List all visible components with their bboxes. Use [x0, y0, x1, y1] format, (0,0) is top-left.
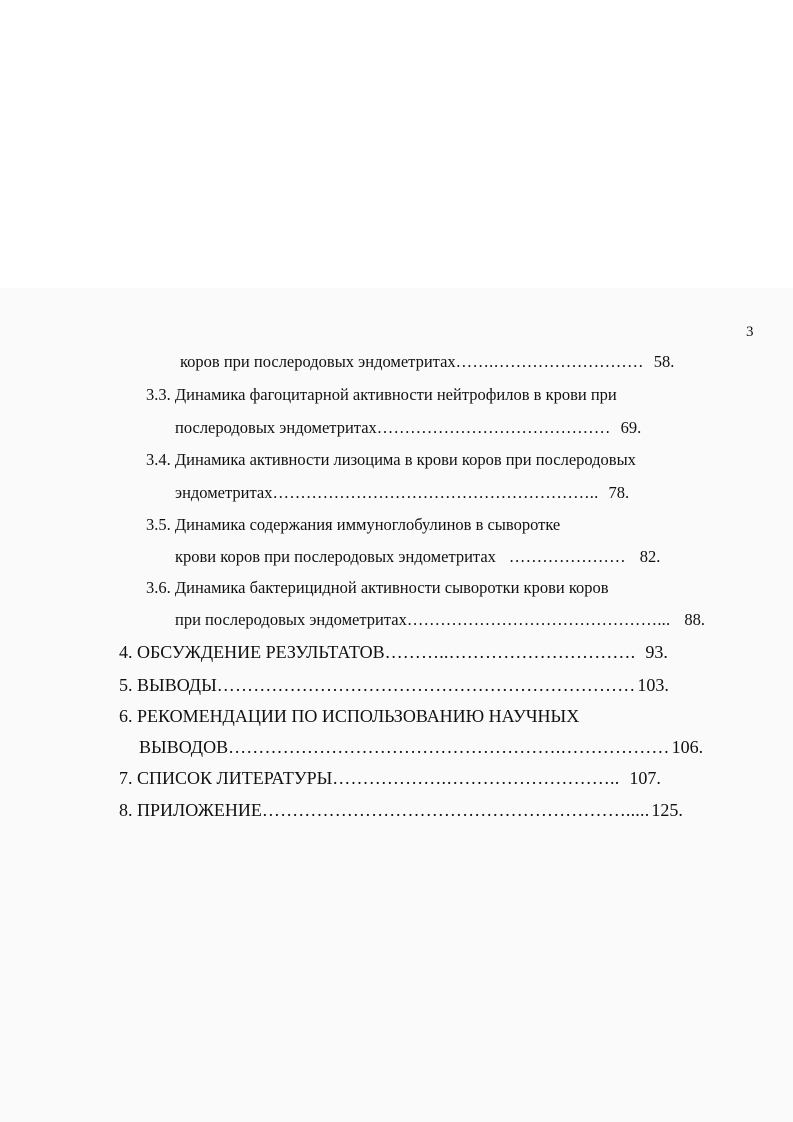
toc-leader-dots: ………………………………………...	[406, 610, 671, 629]
toc-entry-text: 3.5. Динамика содержания иммуноглобулинов в сыворотке	[146, 515, 561, 534]
toc-entry-text: при послеродовых эндометритах	[175, 610, 407, 629]
toc-leader-dots: ……………………………………………….………………	[228, 737, 670, 757]
toc-entry-text: крови коров при послеродовых эндометритах	[175, 547, 496, 566]
toc-page-number: 88.	[684, 610, 705, 629]
toc-page-number: 58.	[653, 352, 675, 371]
toc-entry-text: 8. ПРИЛОЖЕНИЕ	[119, 800, 262, 820]
toc-leader-dots: ……………………………………	[376, 418, 611, 437]
toc-leader-dots: …………………………………………………….....	[261, 800, 650, 820]
toc-entry-text: коров при послеродовых эндометритах	[180, 352, 456, 371]
toc-entry-3-3	[146, 385, 617, 405]
toc-entry-6	[119, 706, 579, 726]
toc-page-number: 107.	[629, 768, 661, 788]
toc-leader-dots: ……………………………………………………………	[216, 675, 636, 695]
toc-entry-6-continued	[139, 737, 703, 757]
toc-entry-text: 6. РЕКОМЕНДАЦИИ ПО ИСПОЛЬЗОВАНИЮ НАУЧНЫХ	[119, 706, 580, 726]
toc-leader-dots: …….………………………	[455, 352, 644, 371]
toc-page-number: 103.	[637, 675, 669, 695]
toc-entry-3-4-continued	[175, 483, 629, 503]
toc-leader-dots: …………………	[495, 547, 626, 566]
toc-entry-text: 5. ВЫВОДЫ	[119, 675, 217, 695]
toc-entry-3-5-continued	[175, 547, 660, 567]
toc-page-number: 106.	[671, 737, 704, 757]
toc-entry-3-3-continued	[175, 418, 641, 438]
toc-entry-text: ВЫВОДОВ	[139, 737, 229, 757]
toc-leader-dots: ……………….………………………..	[332, 768, 620, 788]
toc-entry-3-6	[146, 578, 609, 598]
toc-leader-dots: …………………………………………………..	[272, 483, 599, 502]
toc-entry-text: 3.6. Динамика бактерицидной активности сыворотки крови коров	[146, 578, 609, 597]
toc-entry-3-5	[146, 515, 560, 535]
toc-entry-text: 7. СПИСОК ЛИТЕРАТУРЫ	[119, 768, 333, 788]
toc-page-number: 93.	[645, 642, 668, 662]
toc-entry-3-4	[146, 450, 636, 470]
toc-page-number: 78.	[608, 483, 630, 502]
toc-entry-text: послеродовых эндометритах	[175, 418, 377, 437]
toc-page-number: 69.	[620, 418, 642, 437]
toc-page-number: 125.	[651, 800, 683, 820]
toc-entry-text: 4. ОБСУЖДЕНИЕ РЕЗУЛЬТАТОВ	[119, 642, 385, 662]
toc-entry-text: эндометритах	[175, 483, 273, 502]
toc-page-number: 82.	[639, 547, 661, 566]
toc-entry-3-2-continued	[180, 352, 674, 372]
toc-entry-3-6-continued	[175, 610, 705, 630]
toc-entry-5	[119, 675, 669, 695]
page-number: 3	[746, 324, 754, 340]
toc-entry-text: 3.4. Динамика активности лизоцима в крови коров при послеродовых	[146, 450, 636, 469]
scanned-page-area	[0, 288, 793, 1122]
toc-entry-text: 3.3. Динамика фагоцитарной активности нейтрофилов в крови при	[146, 385, 617, 404]
toc-entry-8	[119, 800, 683, 820]
toc-entry-7	[119, 768, 661, 788]
toc-leader-dots: ………..………………………….	[384, 642, 636, 662]
toc-entry-4	[119, 642, 668, 662]
